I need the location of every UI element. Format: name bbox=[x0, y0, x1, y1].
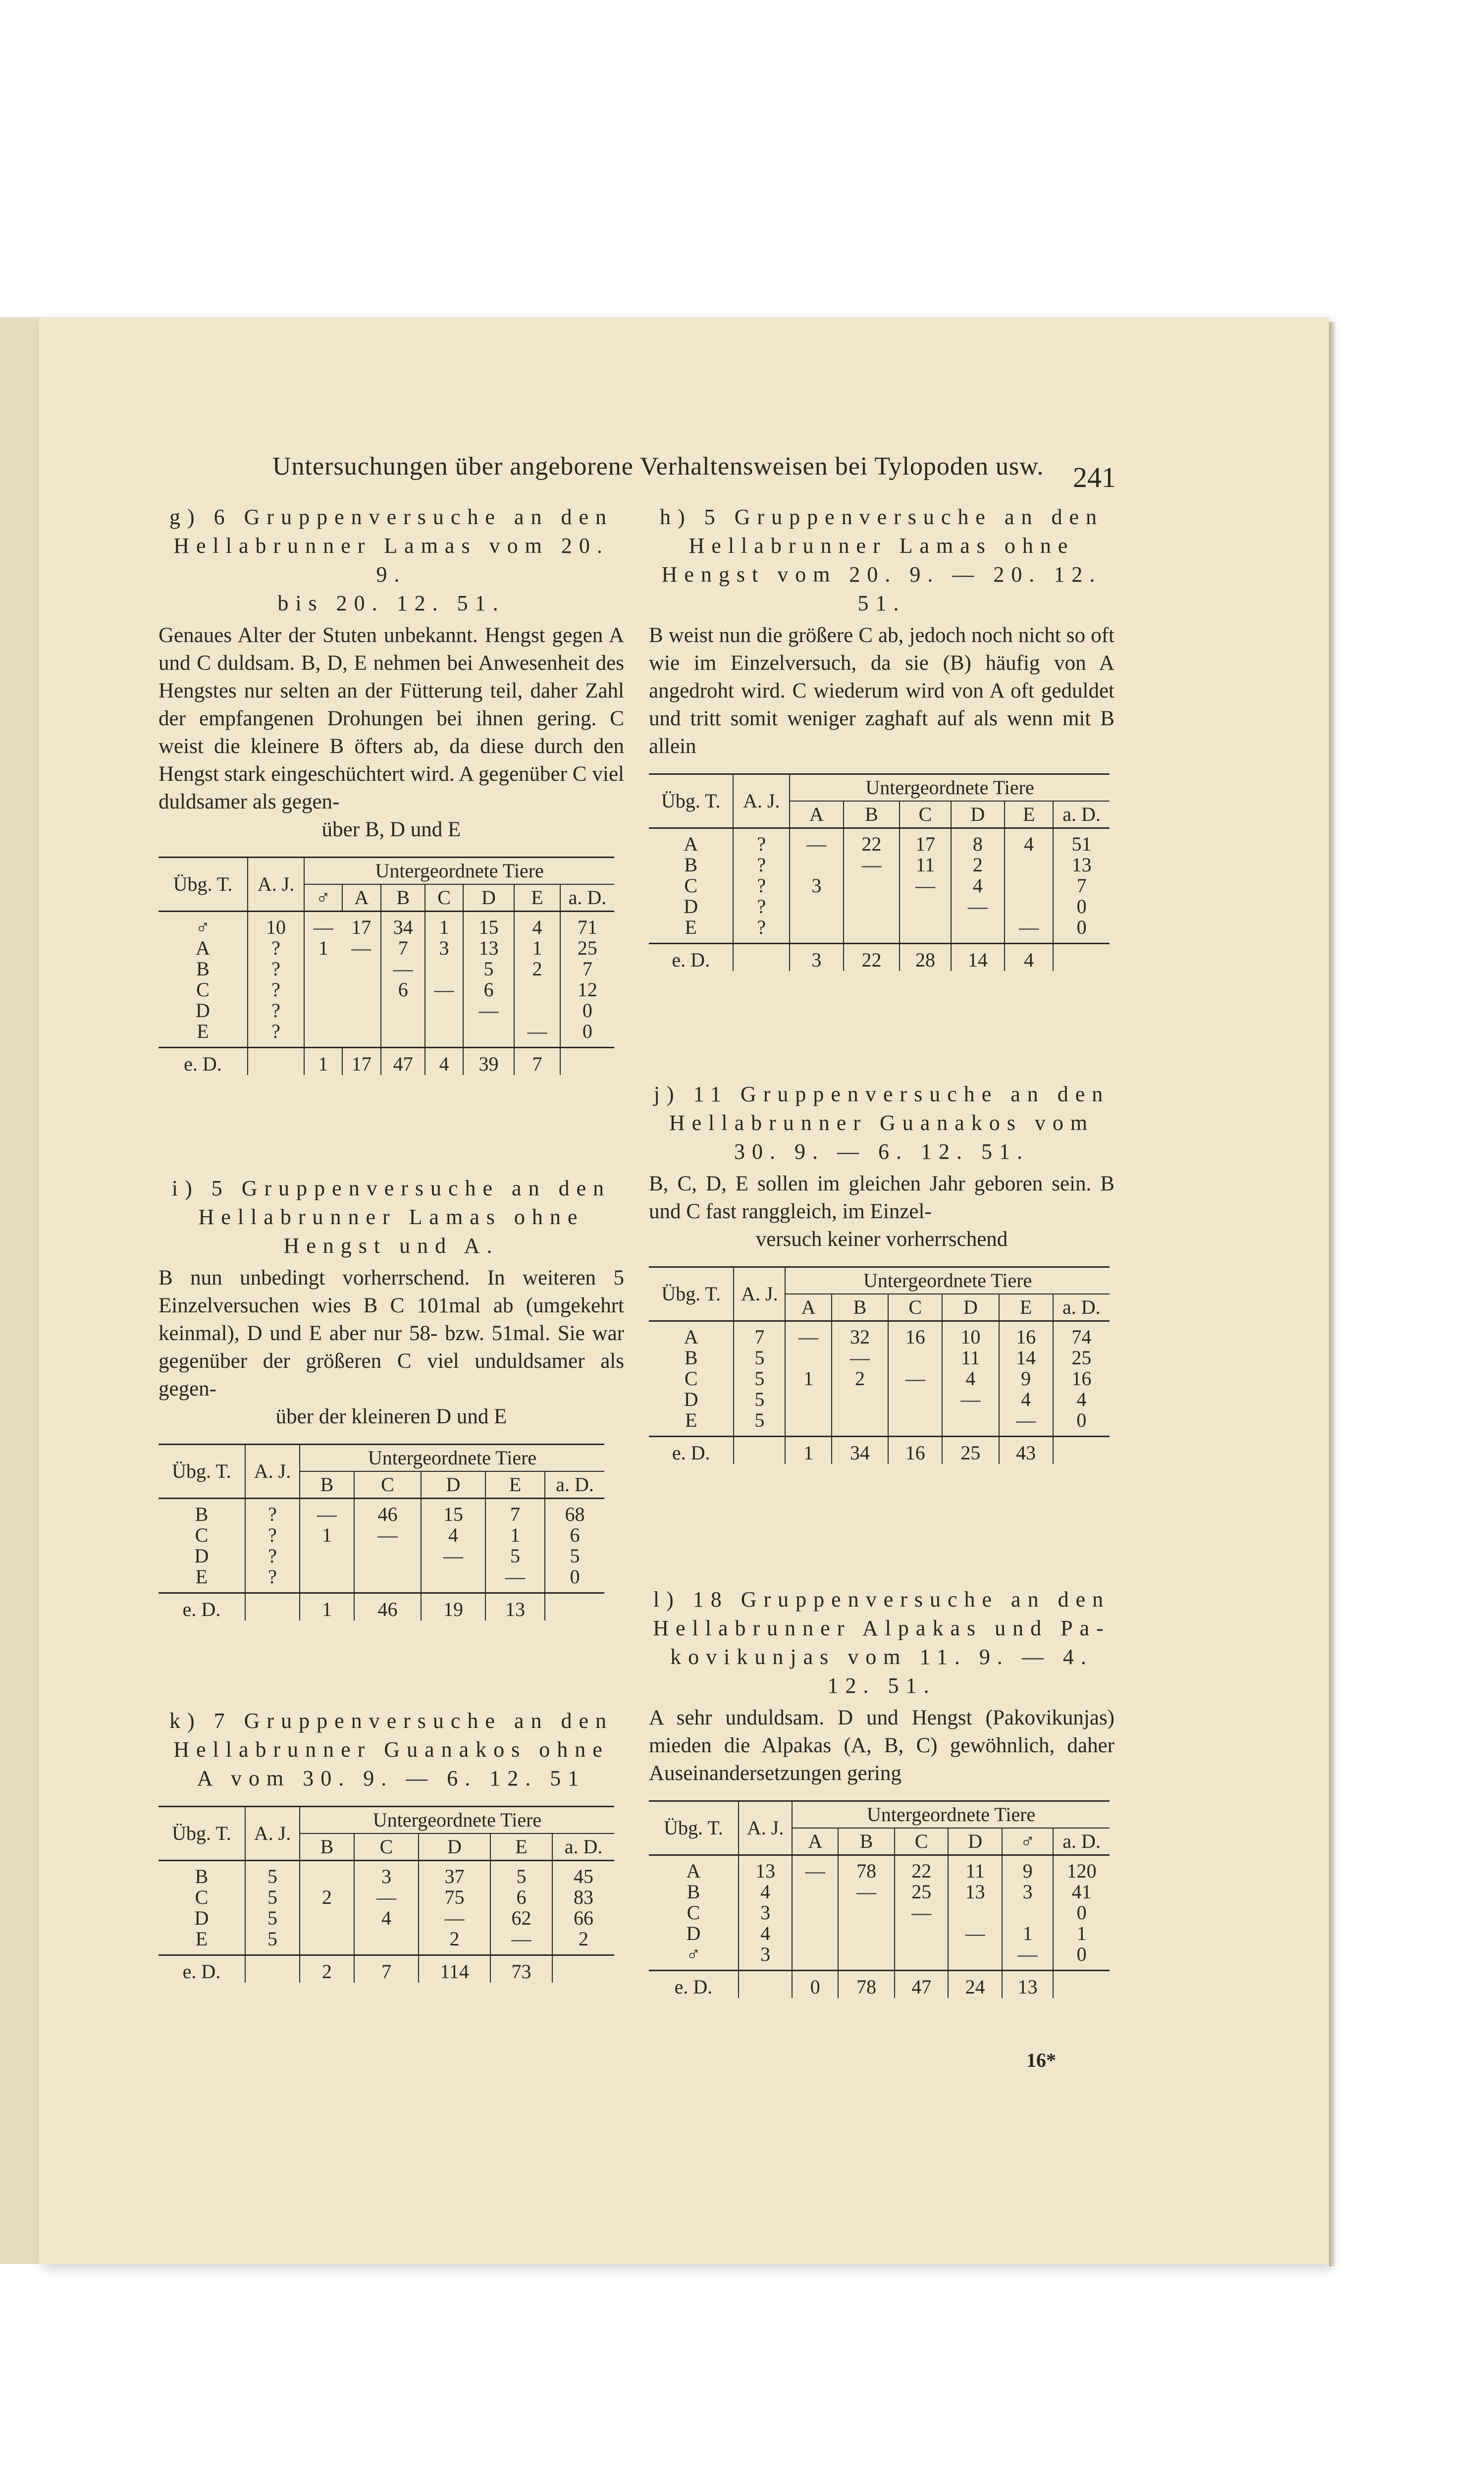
title-line: Hellabrunner Guanakos ohne bbox=[173, 1737, 609, 1762]
col-values: — 1 bbox=[300, 1499, 354, 1593]
header-aj: A. J. bbox=[245, 1445, 300, 1499]
footer-cell: 46 bbox=[354, 1593, 421, 1621]
footer-label: e. D. bbox=[159, 1593, 245, 1621]
section-title bbox=[159, 1174, 624, 1260]
footer-cell bbox=[1053, 944, 1110, 971]
footer-cell: 25 bbox=[942, 1437, 999, 1464]
col-values: 120 41 0 1 0 bbox=[1053, 1855, 1110, 1971]
section-body: A sehr unduldsam. D und Hengst (Pakovikunjas) mieden die Alpakas (A, B, C) gewöhnlich, daher Auseinandersetzungen gering bbox=[649, 1706, 1114, 1785]
footer-label: e. D. bbox=[159, 1955, 245, 1983]
col-values: 37 75 — 2 bbox=[419, 1861, 490, 1955]
col-values: 7 1 5 — bbox=[485, 1499, 545, 1593]
header-group: Untergeordnete Tiere bbox=[300, 1445, 604, 1472]
row-labels: A B C D E bbox=[649, 828, 733, 944]
col-values: 4 1 2 — bbox=[514, 912, 560, 1048]
header-group: Untergeordnete Tiere bbox=[792, 1801, 1110, 1829]
col-values: 8 2 4 — bbox=[951, 828, 1005, 944]
header-group: Untergeordnete Tiere bbox=[785, 1267, 1110, 1294]
footer-cell: 16 bbox=[888, 1437, 942, 1464]
col-values: 1 3 — bbox=[425, 912, 463, 1048]
header-uebg: Übg. T. bbox=[649, 1267, 734, 1321]
section-body: Genaues Alter der Stuten unbekannt. Hengst gegen A und C duldsam. B, D, E nehmen bei Anwesenheit des Hengstes nur selten an der Fütterung teil, daher Zahl der empfangenen Drohungen bei ihnen gering. C weist die kleinere B öfters ab, da diese durch den Hengst stark eingeschüchtert wird. A gegenüber C viel duldsamer als gegen- bbox=[159, 624, 624, 813]
title-line: Hellabrunner Lamas vom 20. 9. bbox=[173, 534, 609, 587]
section-body-last: versuch keiner vorherrschend bbox=[755, 1228, 1008, 1251]
header-aj: A. J. bbox=[739, 1801, 792, 1855]
footer-cell: 2 bbox=[300, 1955, 354, 1983]
subheader: D bbox=[942, 1294, 999, 1321]
col-values: 22 25 — bbox=[895, 1855, 948, 1971]
aj-values: ? ? ? ? bbox=[245, 1499, 300, 1593]
title-line: g) 6 Gruppenversuche an den bbox=[169, 505, 614, 529]
footer-cell: 1 bbox=[785, 1437, 832, 1464]
header-group: Untergeordnete Tiere bbox=[790, 774, 1110, 802]
aj-values: 5 5 5 5 bbox=[245, 1861, 300, 1955]
footer-cell bbox=[1053, 1437, 1110, 1464]
subheader: ♂ bbox=[1002, 1828, 1053, 1855]
footer-cell bbox=[1053, 1971, 1110, 1998]
col-values: 9 3 1 — bbox=[1002, 1855, 1053, 1971]
footer-cell: 17 bbox=[342, 1048, 381, 1076]
col-values: 22 — bbox=[844, 828, 900, 944]
footer-cell: 13 bbox=[485, 1593, 545, 1621]
header-aj: A. J. bbox=[734, 1267, 785, 1321]
section-j bbox=[649, 1080, 1114, 1464]
col-values: 51 13 7 0 0 bbox=[1053, 828, 1110, 944]
aj-values: 10 ? ? ? ? ? bbox=[248, 912, 304, 1048]
table-l bbox=[649, 1800, 1110, 1998]
col-values: 10 11 4 — bbox=[942, 1321, 999, 1437]
subheader: C bbox=[354, 1833, 419, 1861]
footer-cell: 39 bbox=[463, 1048, 515, 1076]
subheader: C bbox=[354, 1471, 421, 1499]
subheader: a. D. bbox=[1053, 1294, 1110, 1321]
footer-cell bbox=[733, 944, 790, 971]
subheader: B bbox=[300, 1471, 354, 1499]
table-h bbox=[649, 773, 1110, 971]
running-title: Untersuchungen über angeborene Verhaltensweisen bei Tylopoden usw. bbox=[272, 452, 1044, 481]
col-values: 78 — bbox=[838, 1855, 895, 1971]
title-line: j) 11 Gruppenversuche an den bbox=[653, 1082, 1110, 1106]
table-i bbox=[159, 1444, 604, 1620]
header-aj: A. J. bbox=[733, 774, 790, 828]
title-line: Hengst vom 20. 9. — 20. 12. 51. bbox=[661, 562, 1102, 615]
title-line: A vom 30. 9. — 6. 12. 51 bbox=[197, 1766, 586, 1790]
footer-cell: 3 bbox=[790, 944, 843, 971]
title-line: 30. 9. — 6. 12. 51. bbox=[734, 1139, 1029, 1164]
footer-cell: 43 bbox=[999, 1437, 1053, 1464]
col-values: 17 — bbox=[342, 912, 381, 1048]
col-values: 2 bbox=[300, 1861, 354, 1955]
col-values: 15 4 — bbox=[421, 1499, 485, 1593]
title-line: h) 5 Gruppenversuche an den bbox=[659, 505, 1104, 529]
header-aj: A. J. bbox=[248, 858, 304, 912]
subheader: a. D. bbox=[1053, 801, 1110, 828]
footer-cell: 4 bbox=[1005, 944, 1053, 971]
row-labels: B C D E bbox=[159, 1861, 245, 1955]
row-labels: A B C D E bbox=[649, 1321, 734, 1437]
section-body: B, C, D, E sollen im gleichen Jahr geboren sein. B und C fast ranggleich, im Einzel- bbox=[649, 1172, 1114, 1223]
col-values: 34 7 — 6 bbox=[381, 912, 425, 1048]
header-uebg: Übg. T. bbox=[159, 1807, 245, 1861]
subheader: C bbox=[425, 884, 463, 912]
subheader: D bbox=[463, 884, 515, 912]
footer-cell bbox=[245, 1955, 300, 1983]
col-values: 5 6 62 — bbox=[490, 1861, 552, 1955]
footer-cell: 19 bbox=[421, 1593, 485, 1621]
col-values: 11 13 — bbox=[948, 1855, 1002, 1971]
section-body: B weist nun die größere C ab, jedoch noch nicht so oft wie im Einzelversuch, da sie (B) häufig von A angedroht wird. C wiederum wird von A oft geduldet und tritt somit weniger zaghaft auf als wenn mit B allein bbox=[649, 624, 1114, 758]
footer-cell: 14 bbox=[951, 944, 1005, 971]
row-labels: B C D E bbox=[159, 1499, 245, 1593]
subheader: B bbox=[300, 1833, 354, 1861]
col-values: 17 11 — bbox=[900, 828, 951, 944]
col-values: — 1 bbox=[304, 912, 342, 1048]
section-body-last: über B, D und E bbox=[321, 818, 461, 841]
footer-cell: 1 bbox=[304, 1048, 342, 1076]
footer-cell: 13 bbox=[1002, 1971, 1053, 1998]
col-values: — bbox=[792, 1855, 838, 1971]
footer-cell bbox=[545, 1593, 604, 1621]
col-values: 68 6 5 0 bbox=[545, 1499, 604, 1593]
subheader: B bbox=[844, 801, 900, 828]
footer-cell: 114 bbox=[419, 1955, 490, 1983]
col-values: 4 — bbox=[1005, 828, 1053, 944]
header-group: Untergeordnete Tiere bbox=[300, 1807, 614, 1834]
footer-cell: 1 bbox=[300, 1593, 354, 1621]
section-body-last: über der kleineren D und E bbox=[275, 1405, 507, 1428]
subheader: a. D. bbox=[560, 884, 614, 912]
footer-cell bbox=[560, 1048, 614, 1076]
subheader: D bbox=[419, 1833, 490, 1861]
subheader: a. D. bbox=[552, 1833, 614, 1861]
footer-cell: 28 bbox=[900, 944, 951, 971]
subheader: B bbox=[838, 1828, 895, 1855]
col-values: 32 — 2 bbox=[832, 1321, 888, 1437]
subheader: a. D. bbox=[545, 1471, 604, 1499]
subheader: A bbox=[785, 1294, 832, 1321]
footer-cell: 47 bbox=[381, 1048, 425, 1076]
header-uebg: Übg. T. bbox=[649, 774, 733, 828]
title-line: Hellabrunner Alpakas und Pa- bbox=[653, 1616, 1111, 1640]
footer-label: e. D. bbox=[649, 944, 733, 971]
footer-cell bbox=[245, 1593, 300, 1621]
section-title bbox=[649, 503, 1114, 618]
footer-cell: 7 bbox=[354, 1955, 419, 1983]
subheader: D bbox=[948, 1828, 1002, 1855]
col-values: 16 14 9 4 — bbox=[999, 1321, 1053, 1437]
aj-values: ? ? ? ? ? bbox=[733, 828, 790, 944]
footer-cell: 73 bbox=[490, 1955, 552, 1983]
subheader: A bbox=[792, 1828, 838, 1855]
row-labels: A B C D ♂ bbox=[649, 1855, 739, 1971]
subheader: B bbox=[832, 1294, 888, 1321]
section-title bbox=[159, 1707, 624, 1793]
col-values: — 1 bbox=[785, 1321, 832, 1437]
subheader: D bbox=[951, 801, 1005, 828]
section-i bbox=[159, 1174, 624, 1620]
header-uebg: Übg. T. bbox=[159, 1445, 245, 1499]
header-group: Untergeordnete Tiere bbox=[304, 858, 614, 885]
footer-cell: 24 bbox=[948, 1971, 1002, 1998]
subheader: E bbox=[514, 884, 560, 912]
subheader: E bbox=[490, 1833, 552, 1861]
aj-values: 7 5 5 5 5 bbox=[734, 1321, 785, 1437]
section-title bbox=[159, 503, 624, 618]
title-line: l) 18 Gruppenversuche an den bbox=[653, 1587, 1111, 1612]
subheader: E bbox=[485, 1471, 545, 1499]
subheader: D bbox=[421, 1471, 485, 1499]
col-values: 71 25 7 12 0 0 bbox=[560, 912, 614, 1048]
footer-cell: 4 bbox=[425, 1048, 463, 1076]
title-line: i) 5 Gruppenversuche an den bbox=[171, 1176, 611, 1200]
footer-cell: 34 bbox=[832, 1437, 888, 1464]
footer-cell bbox=[734, 1437, 785, 1464]
title-line: Hengst und A. bbox=[283, 1234, 499, 1258]
footer-label: e. D. bbox=[649, 1971, 739, 1998]
title-line: kovikunjas vom 11. 9. — 4. 12. 51. bbox=[670, 1645, 1093, 1698]
subheader: A bbox=[790, 801, 843, 828]
footer-cell: 0 bbox=[792, 1971, 838, 1998]
section-k bbox=[159, 1707, 624, 1983]
title-line: Hellabrunner Lamas ohne bbox=[198, 1205, 584, 1229]
section-title bbox=[649, 1585, 1114, 1700]
footer-cell: 7 bbox=[514, 1048, 560, 1076]
col-values: 3 — 4 bbox=[354, 1861, 419, 1955]
subheader: E bbox=[999, 1294, 1053, 1321]
footer-label: e. D. bbox=[649, 1437, 734, 1464]
col-values: 45 83 66 2 bbox=[552, 1861, 614, 1955]
section-h bbox=[649, 503, 1114, 971]
col-values: 74 25 16 4 0 bbox=[1053, 1321, 1110, 1437]
subheader: C bbox=[900, 801, 951, 828]
col-values: 46 — bbox=[354, 1499, 421, 1593]
footer-cell bbox=[739, 1971, 792, 1998]
row-labels: ♂ A B C D E bbox=[159, 912, 248, 1048]
footer-cell bbox=[552, 1955, 614, 1983]
subheader: a. D. bbox=[1053, 1828, 1110, 1855]
title-line: k) 7 Gruppenversuche an den bbox=[169, 1709, 614, 1733]
footer-label: e. D. bbox=[159, 1048, 248, 1076]
footer-cell: 22 bbox=[844, 944, 900, 971]
subheader: B bbox=[381, 884, 425, 912]
section-g bbox=[159, 503, 624, 1075]
page-number: 241 bbox=[1073, 461, 1116, 493]
section-title bbox=[649, 1080, 1114, 1166]
col-values: — 3 bbox=[790, 828, 843, 944]
title-line: Hellabrunner Lamas ohne bbox=[689, 534, 1075, 558]
header-aj: A. J. bbox=[245, 1807, 300, 1861]
section-l bbox=[649, 1585, 1114, 1998]
footer-cell: 78 bbox=[838, 1971, 895, 1998]
header-uebg: Übg. T. bbox=[159, 858, 248, 912]
subheader: E bbox=[1005, 801, 1053, 828]
aj-values: 13 4 3 4 3 bbox=[739, 1855, 792, 1971]
section-body: B nun unbedingt vorherrschend. In weiteren 5 Einzelversuchen wies B C 101mal ab (umgekehrt keinmal), D und E aber nur 58- bzw. 51mal. Sie war gegenüber der größeren C viel unduldsamer als gegen- bbox=[159, 1266, 624, 1400]
page-edge-shadow bbox=[1329, 322, 1336, 2266]
subheader: C bbox=[895, 1828, 948, 1855]
signature-mark: 16* bbox=[1026, 2049, 1056, 2071]
subheader: ♂ bbox=[304, 884, 342, 912]
col-values: 15 13 5 6 — bbox=[463, 912, 515, 1048]
subheader: C bbox=[888, 1294, 942, 1321]
table-k bbox=[159, 1806, 614, 1983]
col-values: 16 — bbox=[888, 1321, 942, 1437]
footer-cell bbox=[248, 1048, 304, 1076]
title-line: Hellabrunner Guanakos vom bbox=[669, 1111, 1095, 1135]
title-line: bis 20. 12. 51. bbox=[277, 591, 505, 615]
footer-cell: 47 bbox=[895, 1971, 948, 1998]
table-j bbox=[649, 1266, 1110, 1464]
header-uebg: Übg. T. bbox=[649, 1801, 739, 1855]
facing-page-edge bbox=[0, 317, 40, 2264]
subheader: A bbox=[342, 884, 381, 912]
table-g bbox=[159, 857, 614, 1075]
